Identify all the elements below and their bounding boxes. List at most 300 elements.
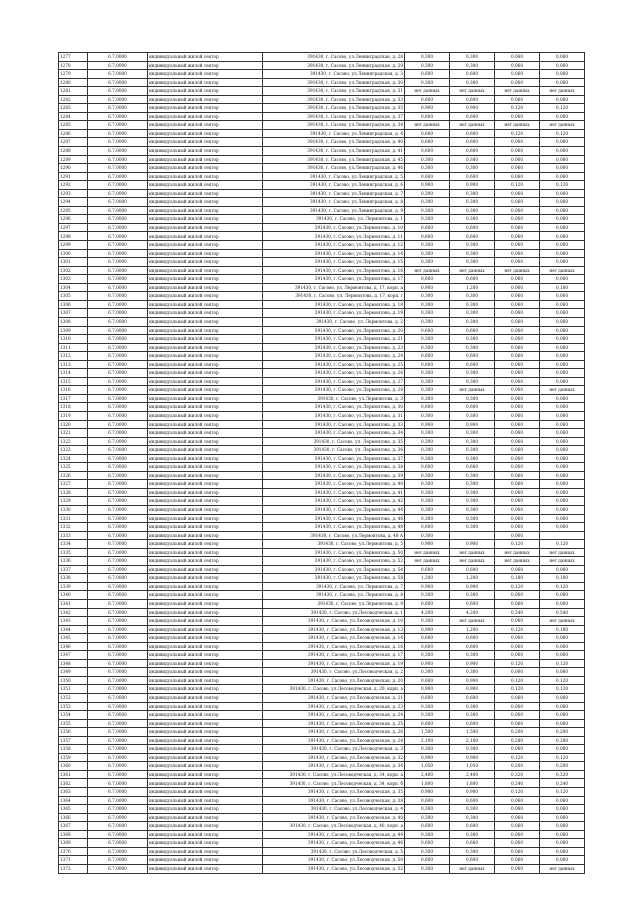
value4-cell: 0,060 — [540, 471, 585, 480]
table-row — [59, 223, 585, 232]
sector-cell: индивидуальный жилой сектор — [148, 736, 263, 745]
value1-cell: 0,300 — [405, 745, 450, 754]
code-cell: 6.7.0000 — [88, 181, 148, 190]
value4-cell: 0,060 — [540, 215, 585, 224]
value4-cell: 0,060 — [540, 198, 585, 207]
row-number-cell: 1280 — [59, 78, 88, 87]
table-row — [59, 283, 585, 292]
table-row — [59, 292, 585, 301]
row-number-cell: 1320 — [59, 420, 88, 429]
value2-cell: 0,300 — [450, 198, 495, 207]
value2-cell: 0,300 — [450, 309, 495, 318]
value3-cell: 0,060 — [495, 796, 540, 805]
row-number-cell: 1356 — [59, 728, 88, 737]
row-number-cell: 1308 — [59, 317, 88, 326]
sector-cell: индивидуальный жилой сектор — [148, 864, 263, 873]
row-number-cell: 1288 — [59, 147, 88, 156]
sector-cell: индивидуальный жилой сектор — [148, 164, 263, 173]
value4-cell: 0,320 — [540, 770, 585, 779]
table-row — [59, 582, 585, 591]
sector-cell: индивидуальный жилой сектор — [148, 634, 263, 643]
row-number-cell: 1309 — [59, 326, 88, 335]
value4-cell: 0,120 — [540, 753, 585, 762]
code-cell: 6.7.0000 — [88, 147, 148, 156]
value3-cell: 0,120 — [495, 582, 540, 591]
address-cell: 391430, г. Сасово, ул.Лесоводческая, д. 50 — [263, 856, 405, 865]
sector-cell: индивидуальный жилой сектор — [148, 557, 263, 566]
table-row — [59, 471, 585, 480]
value4-cell: 0,060 — [540, 309, 585, 318]
value1-cell: 0,600 — [405, 694, 450, 703]
sector-cell: индивидуальный жилой сектор — [148, 711, 263, 720]
sector-cell: индивидуальный жилой сектор — [148, 839, 263, 848]
table-row — [59, 258, 585, 267]
code-cell: 6.7.0000 — [88, 78, 148, 87]
table-row — [59, 181, 585, 190]
value4-cell: 0,060 — [540, 206, 585, 215]
row-number-cell: 1295 — [59, 206, 88, 215]
sector-cell: индивидуальный жилой сектор — [148, 600, 263, 609]
address-cell: 391430, г. Сасово, ул.Ленинградская, д. 37 — [263, 112, 405, 121]
value2-cell: 0,300 — [450, 343, 495, 352]
value2-cell: 2,400 — [450, 770, 495, 779]
row-number-cell: 1299 — [59, 241, 88, 250]
value1-cell: нет данных — [405, 266, 450, 275]
table-row — [59, 403, 585, 412]
value2-cell: 0,600 — [450, 232, 495, 241]
sector-cell: индивидуальный жилой сектор — [148, 232, 263, 241]
value1-cell: 4,200 — [405, 608, 450, 617]
row-number-cell: 1302 — [59, 266, 88, 275]
table-row — [59, 719, 585, 728]
value3-cell: 0,200 — [495, 762, 540, 771]
code-cell: 6.7.0000 — [88, 497, 148, 506]
address-cell: 391430, г. Сасово, ул.Лермонтова, д. 18 — [263, 300, 405, 309]
value1-cell: 0,600 — [405, 112, 450, 121]
row-number-cell: 1372 — [59, 864, 88, 873]
address-cell: 391430, г. Сасово, ул. Лермонтова, д. 2 — [263, 317, 405, 326]
row-number-cell: 1290 — [59, 164, 88, 173]
value2-cell: 0,300 — [450, 164, 495, 173]
row-number-cell: 1313 — [59, 360, 88, 369]
value3-cell: 0,060 — [495, 360, 540, 369]
address-cell: 391430, г. Сасово, ул.Лермонтова, д. 23 — [263, 343, 405, 352]
table-row — [59, 411, 585, 420]
sector-cell: индивидуальный жилой сектор — [148, 728, 263, 737]
row-number-cell: 1352 — [59, 694, 88, 703]
table-row — [59, 600, 585, 609]
table-row — [59, 668, 585, 677]
code-cell: 6.7.0000 — [88, 642, 148, 651]
table-row — [59, 343, 585, 352]
sector-cell: индивидуальный жилой сектор — [148, 386, 263, 395]
value2-cell: 0,900 — [450, 659, 495, 668]
value4-cell: 0,060 — [540, 147, 585, 156]
value4-cell: 0,060 — [540, 411, 585, 420]
row-number-cell: 1342 — [59, 608, 88, 617]
row-number-cell: 1330 — [59, 505, 88, 514]
code-cell: 6.7.0000 — [88, 676, 148, 685]
code-cell: 6.7.0000 — [88, 540, 148, 549]
value4-cell: 0,060 — [540, 514, 585, 523]
table-row — [59, 70, 585, 79]
value4-cell: 0,060 — [540, 480, 585, 489]
value4-cell: 0,060 — [540, 189, 585, 198]
value1-cell: 0,600 — [405, 403, 450, 412]
address-cell: 391430, г. Сасово, ул.Лесоводческая, д. 23 — [263, 702, 405, 711]
value3-cell: нет данных — [495, 548, 540, 557]
sector-cell: индивидуальный жилой сектор — [148, 112, 263, 121]
table-body — [59, 53, 585, 874]
value1-cell: 0,300 — [405, 651, 450, 660]
code-cell: 6.7.0000 — [88, 61, 148, 70]
sector-cell: индивидуальный жилой сектор — [148, 505, 263, 514]
code-cell: 6.7.0000 — [88, 121, 148, 130]
row-number-cell: 1285 — [59, 121, 88, 130]
table-row — [59, 164, 585, 173]
sector-cell: индивидуальный жилой сектор — [148, 369, 263, 378]
value2-cell: 0,300 — [450, 300, 495, 309]
value3-cell: 0,060 — [495, 61, 540, 70]
value2-cell: 0,900 — [450, 181, 495, 190]
value3-cell: 0,060 — [495, 138, 540, 147]
value2-cell: 0,300 — [450, 847, 495, 856]
row-number-cell: 1353 — [59, 702, 88, 711]
value2-cell: 1,050 — [450, 762, 495, 771]
row-number-cell: 1283 — [59, 104, 88, 113]
address-cell: 391430, г. Сасово, ул.Лермонтова, д. 34 — [263, 429, 405, 438]
value1-cell: 1,800 — [405, 779, 450, 788]
address-cell: 391430, г. Сасово, ул. Лермонтова, д. 17, корп. г — [263, 292, 405, 301]
row-number-cell: 1361 — [59, 770, 88, 779]
value4-cell: 0,060 — [540, 275, 585, 284]
code-cell: 6.7.0000 — [88, 659, 148, 668]
value1-cell: 0,300 — [405, 394, 450, 403]
code-cell: 6.7.0000 — [88, 702, 148, 711]
value3-cell: 0,120 — [495, 659, 540, 668]
address-cell: 391430, г. Сасово, ул.Ленинградская, д. 41 — [263, 147, 405, 156]
value1-cell: 0,300 — [405, 386, 450, 395]
value4-cell: 0,180 — [540, 625, 585, 634]
value4-cell: 0,060 — [540, 95, 585, 104]
address-cell: 391430, г. Сасово, ул.Лермонтова, д. 26 — [263, 369, 405, 378]
table-row — [59, 617, 585, 626]
value3-cell: 0,060 — [495, 241, 540, 250]
row-number-cell: 1334 — [59, 540, 88, 549]
value4-cell: 0,060 — [540, 317, 585, 326]
sector-cell: индивидуальный жилой сектор — [148, 249, 263, 258]
sector-cell: индивидуальный жилой сектор — [148, 258, 263, 267]
table-row — [59, 788, 585, 797]
table-row — [59, 104, 585, 113]
value1-cell: нет данных — [405, 121, 450, 130]
value2-cell: 0,900 — [450, 582, 495, 591]
value4-cell: 0,120 — [540, 788, 585, 797]
value2-cell: 0,300 — [450, 377, 495, 386]
sector-cell: индивидуальный жилой сектор — [148, 292, 263, 301]
code-cell: 6.7.0000 — [88, 582, 148, 591]
value1-cell: 0,300 — [405, 198, 450, 207]
code-cell: 6.7.0000 — [88, 292, 148, 301]
value4-cell: 0,060 — [540, 78, 585, 87]
value1-cell: 0,300 — [405, 258, 450, 267]
table-row — [59, 87, 585, 96]
code-cell: 6.7.0000 — [88, 574, 148, 583]
code-cell: 6.7.0000 — [88, 454, 148, 463]
value1-cell: 0,600 — [405, 70, 450, 79]
code-cell: 6.7.0000 — [88, 420, 148, 429]
value3-cell: 0,060 — [495, 112, 540, 121]
sector-cell: индивидуальный жилой сектор — [148, 429, 263, 438]
value2-cell: 0,300 — [450, 446, 495, 455]
table-row — [59, 805, 585, 814]
address-cell: 391430, г. Сасово, ул. Лермонтова, д. 7 — [263, 582, 405, 591]
code-cell: 6.7.0000 — [88, 87, 148, 96]
table-row — [59, 249, 585, 258]
value4-cell: 0,060 — [540, 403, 585, 412]
table-row — [59, 480, 585, 489]
value1-cell: 0,300 — [405, 317, 450, 326]
address-cell: 391430, г. Сасово, ул.Ленинградская, д. 3 — [263, 70, 405, 79]
table-row — [59, 856, 585, 865]
table-row — [59, 78, 585, 87]
value2-cell: 0,600 — [450, 138, 495, 147]
table-row — [59, 796, 585, 805]
value4-cell: 0,060 — [540, 343, 585, 352]
address-cell: 391430, г. Сасово, ул. Лермонтова, д. 1 — [263, 215, 405, 224]
table-row — [59, 147, 585, 156]
value3-cell: 0,120 — [495, 625, 540, 634]
row-number-cell: 1301 — [59, 258, 88, 267]
code-cell: 6.7.0000 — [88, 223, 148, 232]
value1-cell: 0,600 — [405, 223, 450, 232]
sector-cell: индивидуальный жилой сектор — [148, 317, 263, 326]
table-row — [59, 437, 585, 446]
value2-cell: нет данных — [450, 121, 495, 130]
table-row — [59, 642, 585, 651]
table-row — [59, 198, 585, 207]
sector-cell: индивидуальный жилой сектор — [148, 676, 263, 685]
value4-cell: 0,200 — [540, 762, 585, 771]
value4-cell: 0,060 — [540, 155, 585, 164]
address-cell: 391430, г. Сасово, ул.Лермонтова, д. 54 — [263, 565, 405, 574]
value3-cell: 0,060 — [495, 813, 540, 822]
value1-cell: 0,300 — [405, 446, 450, 455]
table-row — [59, 446, 585, 455]
sector-cell: индивидуальный жилой сектор — [148, 223, 263, 232]
value4-cell: 0,060 — [540, 668, 585, 677]
value4-cell: 0,060 — [540, 335, 585, 344]
value1-cell: 0,600 — [405, 326, 450, 335]
code-cell: 6.7.0000 — [88, 668, 148, 677]
code-cell: 6.7.0000 — [88, 112, 148, 121]
code-cell: 6.7.0000 — [88, 745, 148, 754]
value4-cell: нет данных — [540, 864, 585, 873]
value2-cell: 0,300 — [450, 505, 495, 514]
value4-cell: 0,060 — [540, 856, 585, 865]
value1-cell: 0,300 — [405, 531, 450, 540]
value2-cell: 0,600 — [450, 719, 495, 728]
value1-cell: 0,300 — [405, 711, 450, 720]
value1-cell: 2,100 — [405, 736, 450, 745]
row-number-cell: 1284 — [59, 112, 88, 121]
table-row — [59, 377, 585, 386]
code-cell: 6.7.0000 — [88, 548, 148, 557]
value3-cell: 0,060 — [495, 864, 540, 873]
value4-cell: 0,060 — [540, 497, 585, 506]
value1-cell: 0,300 — [405, 300, 450, 309]
value1-cell: 1,500 — [405, 728, 450, 737]
address-cell: 391430, г. Сасово, ул.Лермонтова, д. 48 — [263, 523, 405, 532]
address-cell: 391430, г. Сасово, ул.Лермонтова, д. 50 — [263, 548, 405, 557]
value4-cell: 0,120 — [540, 582, 585, 591]
row-number-cell: 1310 — [59, 335, 88, 344]
value1-cell: 0,300 — [405, 369, 450, 378]
code-cell: 6.7.0000 — [88, 138, 148, 147]
address-cell: 391430, г. Сасово, ул.Ленинградская, д. 45 — [263, 155, 405, 164]
value4-cell: 0,120 — [540, 181, 585, 190]
row-number-cell: 1306 — [59, 300, 88, 309]
code-cell: 6.7.0000 — [88, 505, 148, 514]
value2-cell: 0,300 — [450, 249, 495, 258]
value3-cell: 0,060 — [495, 497, 540, 506]
table-row — [59, 514, 585, 523]
value1-cell: 0,900 — [405, 420, 450, 429]
address-cell: 391430, г. Сасово, ул.Лермонтова, д. 58 — [263, 574, 405, 583]
value4-cell: 0,120 — [540, 129, 585, 138]
address-cell: 391430, г. Сасово, ул.Лермонтова, д. 15 — [263, 258, 405, 267]
value4-cell: 0,060 — [540, 847, 585, 856]
code-cell: 6.7.0000 — [88, 625, 148, 634]
row-number-cell: 1339 — [59, 582, 88, 591]
row-number-cell: 1345 — [59, 634, 88, 643]
value4-cell: 0,060 — [540, 138, 585, 147]
value2-cell: 1,200 — [450, 574, 495, 583]
row-number-cell: 1329 — [59, 497, 88, 506]
value2-cell: 0,300 — [450, 258, 495, 267]
row-number-cell: 1297 — [59, 223, 88, 232]
address-cell: 391430, г. Сасово, ул.Ленинградская, д. 5 — [263, 172, 405, 181]
table-row — [59, 685, 585, 694]
value3-cell: 0,240 — [495, 779, 540, 788]
value1-cell: 1,050 — [405, 762, 450, 771]
address-cell: 391430, г. Сасово, ул. Лермонтова, д. 8 — [263, 591, 405, 600]
value4-cell: 0,060 — [540, 61, 585, 70]
value2-cell: 0,600 — [450, 70, 495, 79]
code-cell: 6.7.0000 — [88, 488, 148, 497]
table-row — [59, 129, 585, 138]
sector-cell: индивидуальный жилой сектор — [148, 403, 263, 412]
sector-cell: индивидуальный жилой сектор — [148, 181, 263, 190]
sector-cell: индивидуальный жилой сектор — [148, 762, 263, 771]
value1-cell: 0,600 — [405, 796, 450, 805]
table-row — [59, 206, 585, 215]
value3-cell: 0,060 — [495, 651, 540, 660]
row-number-cell: 1321 — [59, 429, 88, 438]
value2-cell: 0,900 — [450, 753, 495, 762]
value2-cell: 0,300 — [450, 702, 495, 711]
value1-cell: 0,300 — [405, 454, 450, 463]
value3-cell: 0,060 — [495, 53, 540, 62]
address-cell: 391430, г. Сасово, ул.Лермонтова, д. 48 А — [263, 531, 405, 540]
code-cell: 6.7.0000 — [88, 155, 148, 164]
sector-cell: индивидуальный жилой сектор — [148, 480, 263, 489]
value3-cell: 0,120 — [495, 540, 540, 549]
value1-cell: 0,300 — [405, 155, 450, 164]
value3-cell: 0,320 — [495, 770, 540, 779]
code-cell: 6.7.0000 — [88, 753, 148, 762]
value3-cell: 0,060 — [495, 275, 540, 284]
sector-cell: индивидуальный жилой сектор — [148, 172, 263, 181]
value4-cell: 0,060 — [540, 326, 585, 335]
table-row — [59, 728, 585, 737]
value1-cell: 0,900 — [405, 582, 450, 591]
value2-cell: 0,300 — [450, 454, 495, 463]
value1-cell: 0,300 — [405, 813, 450, 822]
code-cell: 6.7.0000 — [88, 172, 148, 181]
row-number-cell: 1336 — [59, 557, 88, 566]
sector-cell: индивидуальный жилой сектор — [148, 70, 263, 79]
value3-cell: 0,060 — [495, 471, 540, 480]
code-cell: 6.7.0000 — [88, 608, 148, 617]
value1-cell: 0,300 — [405, 292, 450, 301]
code-cell: 6.7.0000 — [88, 480, 148, 489]
value2-cell — [450, 531, 495, 540]
value2-cell: 0,300 — [450, 480, 495, 489]
value3-cell: 0,060 — [495, 719, 540, 728]
table-row — [59, 335, 585, 344]
table-row — [59, 847, 585, 856]
sector-cell: индивидуальный жилой сектор — [148, 745, 263, 754]
value4-cell: 0,120 — [540, 659, 585, 668]
value1-cell: 0,600 — [405, 172, 450, 181]
value4-cell: 0,060 — [540, 805, 585, 814]
sector-cell: индивидуальный жилой сектор — [148, 856, 263, 865]
value4-cell: 0,060 — [540, 719, 585, 728]
row-number-cell: 1370 — [59, 847, 88, 856]
sector-cell: индивидуальный жилой сектор — [148, 540, 263, 549]
value2-cell: 0,300 — [450, 335, 495, 344]
value1-cell: 0,600 — [405, 232, 450, 241]
value4-cell: 0,060 — [540, 600, 585, 609]
sector-cell: индивидуальный жилой сектор — [148, 770, 263, 779]
value3-cell: 0,060 — [495, 215, 540, 224]
code-cell: 6.7.0000 — [88, 258, 148, 267]
address-cell: 391430, г. Сасово, ул.Лермонтова, д. 30 — [263, 403, 405, 412]
row-number-cell: 1292 — [59, 181, 88, 190]
code-cell: 6.7.0000 — [88, 369, 148, 378]
value1-cell: нет данных — [405, 87, 450, 96]
address-cell: 391430, г. Сасово, ул.Лермонтова, д. 42 — [263, 497, 405, 506]
value4-cell: 0,060 — [540, 634, 585, 643]
code-cell: 6.7.0000 — [88, 300, 148, 309]
value1-cell: 0,300 — [405, 241, 450, 250]
value2-cell: 2,100 — [450, 736, 495, 745]
code-cell: 6.7.0000 — [88, 377, 148, 386]
code-cell: 6.7.0000 — [88, 189, 148, 198]
sector-cell: индивидуальный жилой сектор — [148, 104, 263, 113]
value1-cell: 0,300 — [405, 309, 450, 318]
address-cell: 391430, г. Сасово, ул.Лесоводческая, д. 21 — [263, 694, 405, 703]
value3-cell: 0,060 — [495, 258, 540, 267]
value2-cell: 0,900 — [450, 676, 495, 685]
row-number-cell: 1316 — [59, 386, 88, 395]
value3-cell: 0,060 — [495, 206, 540, 215]
sector-cell: индивидуальный жилой сектор — [148, 582, 263, 591]
value4-cell: 0,060 — [540, 369, 585, 378]
code-cell: 6.7.0000 — [88, 317, 148, 326]
value3-cell: 0,060 — [495, 429, 540, 438]
